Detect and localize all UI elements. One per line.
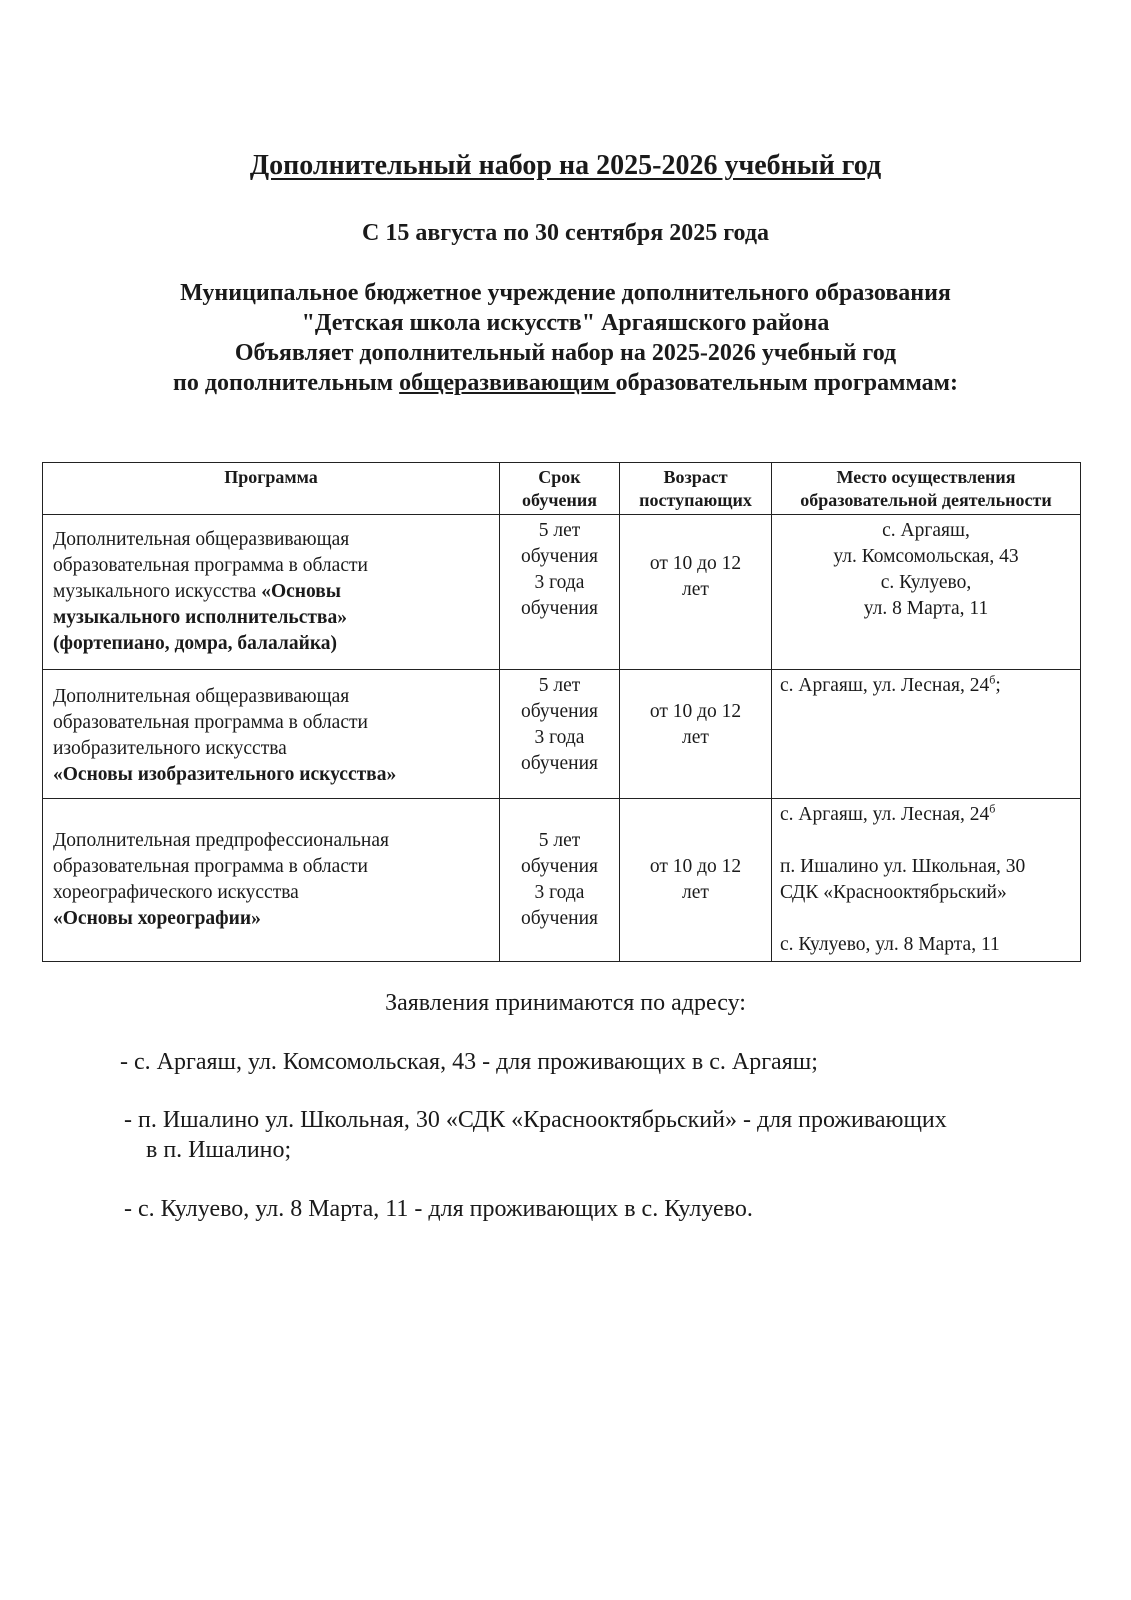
- address-item: - с. Аргаяш, ул. Комсомольская, 43 - для проживающих в с. Аргаяш;: [120, 1049, 818, 1075]
- intro-line-1: Муниципальное бюджетное учреждение дополнительного образования: [180, 280, 951, 306]
- place-cell: [772, 670, 1081, 799]
- header-age: [620, 463, 772, 515]
- table-row: [43, 799, 1081, 962]
- program-line: Дополнительная предпрофессиональная: [53, 830, 389, 851]
- place-text: с. Аргаяш, ул. Лесная, 24: [780, 804, 990, 825]
- term-line: обучения: [521, 908, 598, 929]
- age-line: лет: [682, 579, 709, 600]
- place-line: СДК «Краснооктябрьский»: [780, 882, 1007, 903]
- age-cell: [620, 670, 772, 799]
- program-cell: [43, 670, 500, 799]
- program-line: Дополнительная общеразвивающая: [53, 529, 350, 550]
- table-row: [43, 670, 1081, 799]
- place-line: с. Кулуево, ул. 8 Марта, 11: [780, 934, 1000, 955]
- program-line: изобразительного искусства: [53, 738, 287, 759]
- place-cell: [772, 515, 1081, 670]
- address-item: [124, 1105, 947, 1165]
- term-line: обучения: [521, 753, 598, 774]
- address-line: в п. Ишалино;: [146, 1137, 292, 1163]
- header-place-line2: образовательной деятельности: [800, 490, 1052, 510]
- header-place-line1: Место осуществления: [836, 467, 1016, 487]
- term-line: 5 лет: [538, 520, 581, 541]
- header-term: [500, 463, 620, 515]
- program-instruments: (фортепиано, домра, балалайка): [53, 633, 338, 654]
- place-superscript: б: [989, 801, 996, 816]
- header-age-line2: поступающих: [639, 490, 752, 510]
- program-text: музыкального искусства: [53, 581, 262, 602]
- place-cell: [772, 799, 1081, 962]
- place-line: п. Ишалино ул. Школьная, 30: [780, 856, 1026, 877]
- place-line: ул. 8 Марта, 11: [863, 598, 989, 619]
- program-line: образовательная программа в области: [53, 712, 368, 733]
- program-title: «Основы хореографии»: [53, 908, 261, 929]
- program-line: Дополнительная общеразвивающая: [53, 686, 350, 707]
- header-age-line1: Возраст: [663, 467, 728, 487]
- header-program: Программа: [43, 463, 500, 515]
- enrollment-dates: С 15 августа по 30 сентября 2025 года: [362, 220, 769, 246]
- header-term-line1: Срок: [538, 467, 581, 487]
- term-cell: [500, 515, 620, 670]
- place-tail: ;: [995, 675, 1001, 696]
- program-line: хореографического искусства: [53, 882, 299, 903]
- table-header-row: [43, 463, 1081, 515]
- program-title: «Основы изобразительного искусства»: [53, 764, 397, 785]
- term-line: 5 лет: [538, 675, 581, 696]
- term-line: обучения: [521, 598, 598, 619]
- table-row: [43, 515, 1081, 670]
- term-line: 3 года: [534, 882, 585, 903]
- term-cell: [500, 799, 620, 962]
- place-text: с. Аргаяш, ул. Лесная, 24: [780, 675, 990, 696]
- spacer: [780, 828, 1072, 854]
- term-line: обучения: [521, 546, 598, 567]
- age-line: лет: [682, 727, 709, 748]
- age-cell: [620, 799, 772, 962]
- intro-line-4-underlined: общеразвивающим: [399, 370, 616, 396]
- program-title-part: «Основы: [261, 581, 342, 602]
- page-title: Дополнительный набор на 2025-2026 учебный год: [249, 150, 882, 181]
- age-line: от 10 до 12: [649, 701, 742, 722]
- intro-line-4-start: по дополнительным: [173, 370, 400, 396]
- place-line: с. Кулуево,: [880, 572, 972, 593]
- address-item: - с. Кулуево, ул. 8 Марта, 11 - для проживающих в с. Кулуево.: [124, 1196, 753, 1222]
- header-place: [772, 463, 1081, 515]
- place-line: [780, 673, 1072, 699]
- term-line: 5 лет: [538, 830, 581, 851]
- intro-line-4-end: образовательным программам:: [615, 370, 958, 396]
- term-line: 3 года: [534, 572, 585, 593]
- program-line: образовательная программа в области: [53, 856, 368, 877]
- age-line: от 10 до 12: [649, 553, 742, 574]
- applications-heading: Заявления принимаются по адресу:: [385, 990, 746, 1016]
- intro-line-3: Объявляет дополнительный набор на 2025-2026 учебный год: [234, 340, 897, 366]
- age-line: лет: [682, 882, 709, 903]
- place-line: ул. Комсомольская, 43: [833, 546, 1019, 567]
- term-line: обучения: [521, 856, 598, 877]
- spacer: [780, 906, 1072, 932]
- term-line: 3 года: [534, 727, 585, 748]
- header-term-line2: обучения: [522, 490, 597, 510]
- intro-block: [0, 278, 1131, 398]
- age-cell: [620, 515, 772, 670]
- address-line: - п. Ишалино ул. Школьная, 30 «СДК «Краснооктябрьский» - для проживающих: [124, 1107, 947, 1133]
- program-cell: [43, 515, 500, 670]
- program-cell: [43, 799, 500, 962]
- term-cell: [500, 670, 620, 799]
- place-line: [780, 802, 1072, 828]
- programs-table: [42, 462, 1081, 962]
- place-line: с. Аргаяш,: [882, 520, 970, 541]
- intro-line-2: "Детская школа искусств" Аргаяшского района: [301, 310, 830, 336]
- program-line: образовательная программа в области: [53, 555, 368, 576]
- place-superscript: б: [989, 672, 996, 687]
- intro-line-4: [0, 368, 1131, 398]
- program-title-part: музыкального исполнительства»: [53, 607, 347, 628]
- program-line: [53, 579, 493, 605]
- term-line: обучения: [521, 701, 598, 722]
- age-line: от 10 до 12: [649, 856, 742, 877]
